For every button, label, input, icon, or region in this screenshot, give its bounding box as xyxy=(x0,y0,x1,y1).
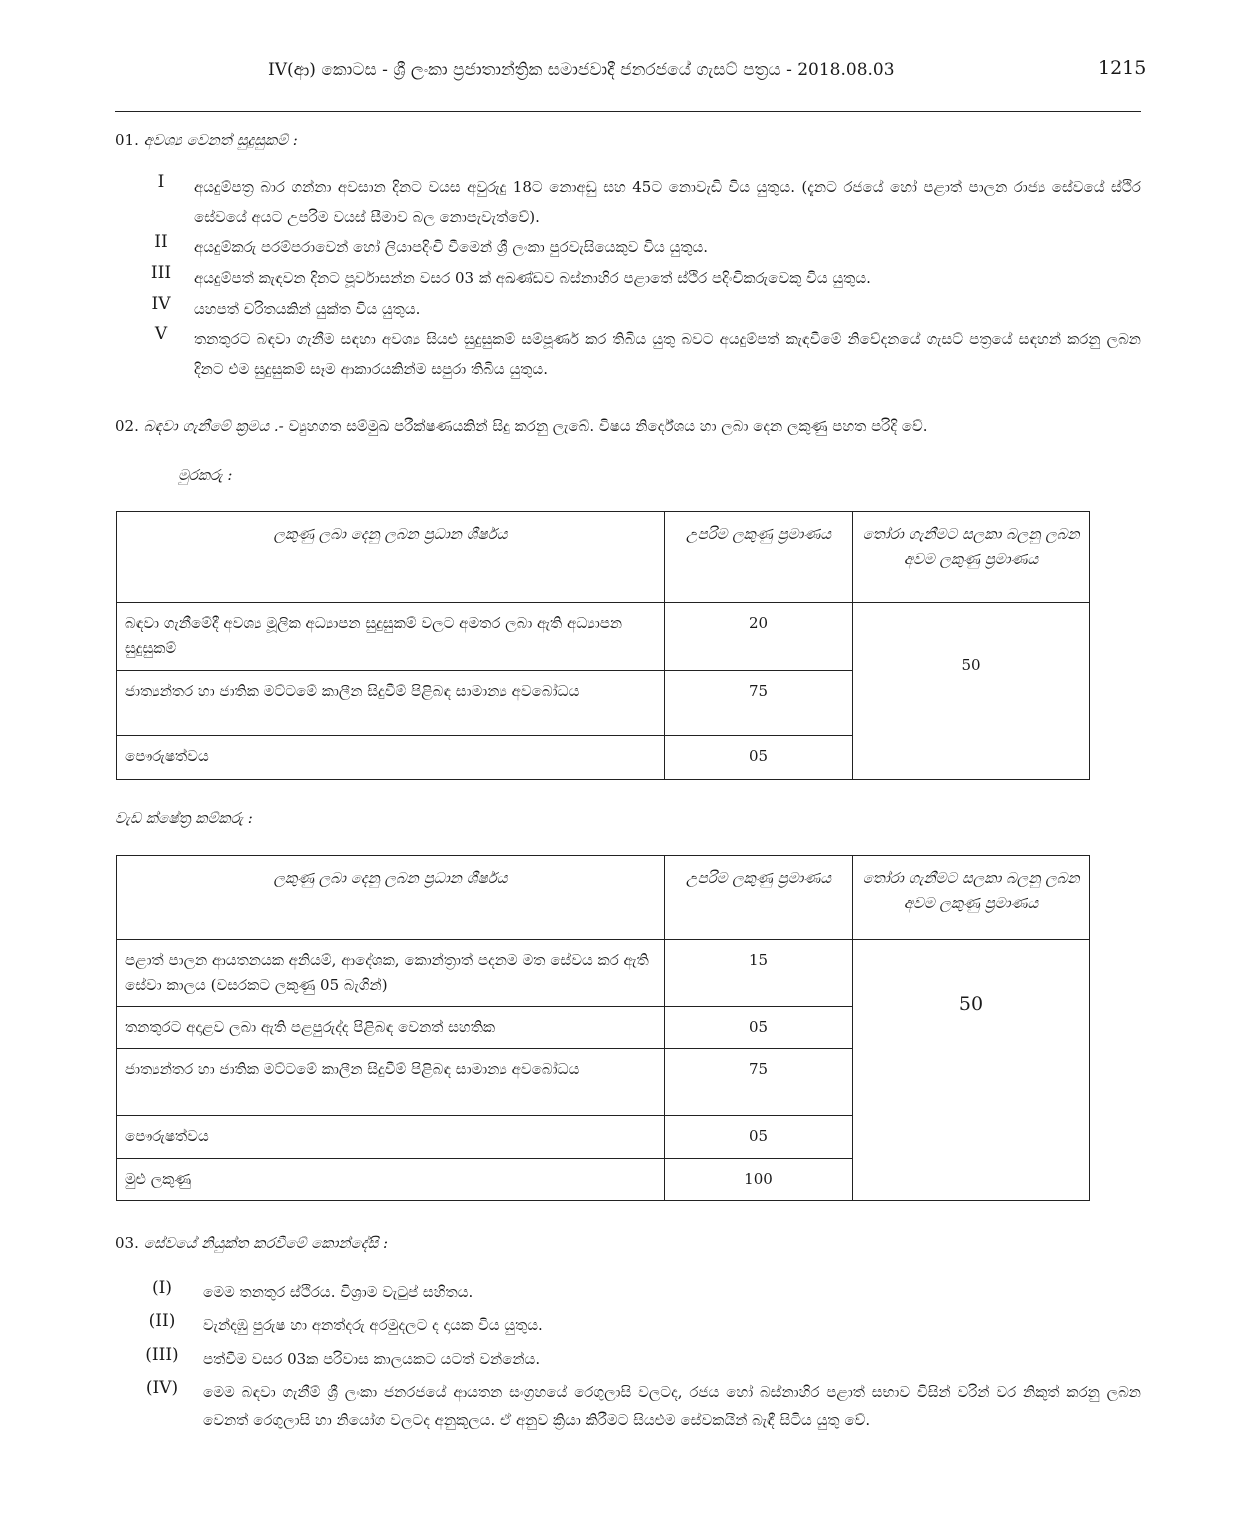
requirement-text: අයදුම්පත්‍ර බාර ගන්නා අවසාන දිනට වයස අවුරුදු 18ට නොඅඩු සහ 45ට නොවැඩි විය යුතුය. (දැනට රජයේ හෝ පළාත් පාලන රාජ්‍ය සේවයේ ස්ථිර සේවයේ අයට උපරිම වයස් සීමාව බල නොපැවැත්වේ). xyxy=(194,178,1141,226)
table-2-caption: වැඩ ක්ෂේත්‍ර කම්කරු : xyxy=(115,809,253,827)
requirement-text: අයදුම්කරු පරම්පරාවෙන් හෝ ලියාපදිංචි වීමෙන් ශ්‍රී ලංකා පුරවැසියෙකුව විය යුතුය. xyxy=(194,238,709,256)
requirement-number: IV xyxy=(151,294,171,314)
condition-text: වැන්දඹු පුරුෂ හා අනත්දරු අරමුදලට ද දායක විය යුතුය. xyxy=(203,1316,543,1334)
max-marks-cell: 05 xyxy=(665,736,853,780)
section-1-title: අවශ්‍ය වෙනත් සුදුසුකම් : xyxy=(143,131,298,149)
section-2-heading xyxy=(115,417,928,435)
section-1-heading xyxy=(115,131,298,149)
condition-number: (I) xyxy=(152,1278,172,1298)
header-divider xyxy=(115,111,1141,112)
section-3-title: සේවයේ නියුක්ත කරවීමේ කොන්දේසි : xyxy=(143,1234,389,1252)
max-marks-cell: 100 xyxy=(665,1159,853,1201)
requirement-text: යහපත් චරිතයකින් යුක්ත විය යුතුය. xyxy=(194,300,421,318)
condition-number: (III) xyxy=(145,1345,179,1365)
section-2-title: බඳවා ගැනීමේ ක්‍රමය .- xyxy=(143,417,284,435)
table-row xyxy=(117,603,1090,671)
condition-text: මෙම බඳවා ගැනීම් ශ්‍රී ලංකා ජනරජයේ ආයතන සංග්‍රහයේ රෙගුලාසි වලටද, රජය හෝ බස්නාහිර පළාත් සභාව විසින් වරින් වර නිකුත් කරනු ලබන වෙනත් රෙගුලාසි හා නියෝග වලටද අනුකූලය. ඒ අනුව ක්‍රියා කිරීමට සියළුම සේවකයින් බැඳී සිටිය යුතු වේ. xyxy=(203,1383,1141,1429)
min-marks-cell: 50 xyxy=(853,603,1090,780)
subject-header: ලකුණු ලබා දෙනු ලබන ප්‍රධාන ශීර්ෂය xyxy=(117,512,665,603)
max-marks-cell: 75 xyxy=(665,1049,853,1116)
max-marks-cell: 15 xyxy=(665,940,853,1007)
page-header-title: IV(ආ) කොටස - ශ්‍රී ලංකා ප්‍රජාතාන්ත්‍රික සමාජවාදී ජනරජයේ ගැසට් පත්‍රය - 2018.08.03 xyxy=(268,60,895,80)
max-marks-cell: 75 xyxy=(665,671,853,736)
table-header-row xyxy=(117,512,1090,603)
section-3-number: 03. xyxy=(115,1234,139,1252)
requirement-number: II xyxy=(154,232,168,252)
subject-cell: මුළු ලකුණු xyxy=(117,1159,665,1201)
page-number: 1215 xyxy=(1098,57,1147,79)
requirement-number: III xyxy=(150,263,172,283)
condition-number: (IV) xyxy=(145,1378,179,1398)
condition-text: පත්වීම වසර 03ක පරිවාස කාලයකට යටත් වන්නේය. xyxy=(203,1350,541,1368)
section-1-number: 01. xyxy=(115,131,139,149)
subject-cell: ජාත්‍යන්තර හා ජාතික මට්ටමේ කාලීන සිදුවීම් පිළිබඳ සාමාන්‍ය අවබෝධය xyxy=(117,1049,665,1116)
subject-cell: බඳවා ගැනීමේදී අවශ්‍ය මූලික අධ්‍යාපන සුදුසුකම් වලට අමතර ලබා ඇති අධ්‍යාපන සුදුසුකම් xyxy=(117,603,665,671)
subject-cell: පළාත් පාලන ආයතනයක අනියම්, ආදේශක, කොන්ත්‍රාත් පදනම මත සේවය කර ඇති සේවා කාලය (වසරකට ලකුණු 05 බැගින්) xyxy=(117,940,665,1007)
min-marks-cell: 50 xyxy=(853,940,1090,1201)
max-marks-cell: 20 xyxy=(665,603,853,671)
field-worker-marks-table xyxy=(116,855,1090,1201)
max-marks-cell: 05 xyxy=(665,1007,853,1049)
section-2-number: 02. xyxy=(115,417,139,435)
subject-cell: පෞරුෂත්වය xyxy=(117,1116,665,1159)
condition-text: මෙම තනතුර ස්ථිරය. විශ්‍රාම වැටුප් සහිතය. xyxy=(203,1283,474,1301)
condition-number: (II) xyxy=(148,1311,176,1331)
max-marks-header: උපරිම ලකුණු ප්‍රමාණය xyxy=(665,856,853,940)
max-marks-cell: 05 xyxy=(665,1116,853,1159)
table-header-row xyxy=(117,856,1090,940)
requirement-number: V xyxy=(154,324,168,344)
section-2-text: ව්‍යුහගත සම්මුඛ පරීක්ෂණයකින් සිදු කරනු ලැබේ. විෂය නිර්දේශය හා ලබා දෙන ලකුණු පහත පරිදි වේ. xyxy=(288,417,928,435)
subject-header: ලකුණු ලබා දෙනු ලබන ප්‍රධාන ශීර්ෂය xyxy=(117,856,665,940)
min-marks-header: තෝරා ගැනීමට සලකා බලනු ලබන අවම ලකුණු ප්‍රමාණය xyxy=(853,512,1090,603)
watcher-marks-table xyxy=(116,511,1090,780)
section-3-heading xyxy=(115,1234,388,1252)
max-marks-header: උපරිම ලකුණු ප්‍රමාණය xyxy=(665,512,853,603)
requirement-text: තනතුරට බඳවා ගැනීම සඳහා අවශ්‍ය සියළු සුදුසුකම් සම්පූර්ණ කර තිබිය යුතු බවට අයදුම්පත් කැඳවීමේ නිවේදනයේ ගැසට් පත්‍රයේ සඳහන් කරනු ලබන දිනට එම සුදුසුකම් සෑම ආකාරයකින්ම සපුරා තිබිය යුතුය. xyxy=(194,330,1141,378)
table-row xyxy=(117,940,1090,1007)
subject-cell: ජාත්‍යන්තර හා ජාතික මට්ටමේ කාලීන සිදුවීම් පිළිබඳ සාමාන්‍ය අවබෝධය xyxy=(117,671,665,736)
min-marks-header: තෝරා ගැනීමට සලකා බලනු ලබන අවම ලකුණු ප්‍රමාණය xyxy=(853,856,1090,940)
subject-cell: තනතුරට අදාළව ලබා ඇති පළපුරුද්ද පිළිබඳ වෙනත් සහතික xyxy=(117,1007,665,1049)
requirement-number: I xyxy=(157,172,165,192)
requirement-text: අයදුම්පත් කැඳවන දිනට පූර්වාසන්න වසර 03 ක් අඛණ්ඩව බස්නාහිර පළාතේ ස්ථිර පදිංචිකරුවෙකු විය යුතුය. xyxy=(194,269,871,287)
subject-cell: පෞරුෂත්වය xyxy=(117,736,665,780)
table-1-caption: මුරකරු : xyxy=(178,466,233,484)
